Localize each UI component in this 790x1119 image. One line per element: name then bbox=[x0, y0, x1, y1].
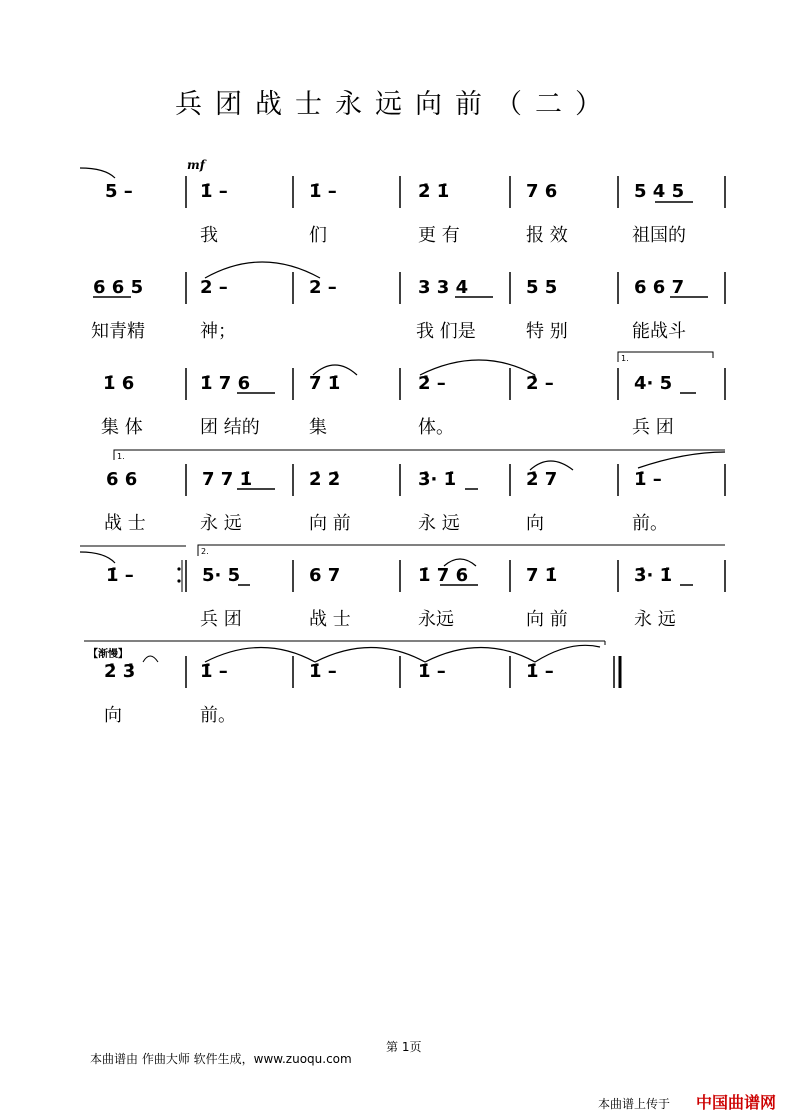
lyric-s1-m3: 更 有 bbox=[418, 225, 460, 246]
lyric-s2-m0: 知青精 bbox=[91, 321, 145, 342]
footer-credit: 本曲谱由 作曲大师 软件生成，www.zuoqu.com bbox=[90, 1052, 352, 1066]
note-s5-m5: 3̇· 1̇ bbox=[634, 565, 673, 586]
note-s1-m2: 1̇ – bbox=[309, 181, 337, 202]
lyric-s3-m0: 集 体 bbox=[101, 417, 143, 438]
lyric-s3-m5: 兵 团 bbox=[632, 417, 674, 438]
note-s6-m0: 2̇ 3̇ bbox=[104, 661, 136, 682]
note-s4-m2: 2̇ 2̇ bbox=[309, 469, 341, 490]
lyric-s4-m4: 向 bbox=[526, 513, 544, 534]
volta-1-label: 1. bbox=[621, 354, 629, 363]
note-s1-m3: 2̇ 1̇ bbox=[418, 181, 450, 202]
lyric-s3-m2: 集 bbox=[309, 417, 327, 438]
note-s5-m2: 6 7 bbox=[309, 565, 341, 586]
lyric-s3-m1: 团 结的 bbox=[200, 417, 260, 438]
note-s3-m3: 2̇ – bbox=[418, 373, 446, 394]
lyric-s4-m5: 前。 bbox=[632, 513, 668, 534]
lyric-s1-m2: 们 bbox=[309, 225, 327, 246]
volta-1-label-2: 1. bbox=[117, 452, 125, 461]
site-logo[interactable]: 中国曲谱网 bbox=[695, 1093, 776, 1112]
lyric-s5-m4: 向 前 bbox=[526, 609, 568, 630]
note-s2-m4: 5 5 bbox=[526, 277, 558, 298]
lyric-s5-m1: 兵 团 bbox=[200, 609, 242, 630]
upload-note: 本曲谱上传于 bbox=[598, 1097, 671, 1111]
lyric-s2-m3: 我 们是 bbox=[416, 321, 476, 342]
note-s3-m2: 7 1̇ bbox=[309, 373, 341, 394]
dynamics-mark: mf bbox=[187, 158, 205, 172]
note-s1-m4: 7 6 bbox=[526, 181, 558, 202]
lyric-s5-m3: 永远 bbox=[418, 609, 454, 630]
volta-2-label: 2. bbox=[201, 547, 209, 556]
lyric-s1-m5: 祖国的 bbox=[632, 225, 686, 246]
note-s6-m3: 1̇ – bbox=[418, 661, 446, 682]
note-s1-m1: 1̇ – bbox=[200, 181, 228, 202]
note-s4-m1: 7 7 1̇ bbox=[202, 469, 253, 490]
note-s2-m5: 6 6 7 bbox=[634, 277, 685, 298]
lyric-s4-m0: 战 士 bbox=[104, 513, 146, 534]
lyric-s2-m1: 神； bbox=[200, 321, 236, 342]
note-s3-m4: 2̇ – bbox=[526, 373, 554, 394]
note-s6-m4: 1̇ – bbox=[526, 661, 554, 682]
note-s3-m5: 4· 5 bbox=[634, 373, 673, 394]
lyric-s4-m2: 向 前 bbox=[309, 513, 351, 534]
tempo-mark: 【渐慢】 bbox=[88, 649, 128, 660]
note-s4-m4: 2̇ 7 bbox=[526, 469, 558, 490]
lyric-s3-m3: 体。 bbox=[418, 417, 454, 438]
note-s2-m0: 6 6 5 bbox=[93, 277, 144, 298]
lyric-s6-m0: 向 bbox=[104, 705, 122, 726]
lyric-s4-m3: 永 远 bbox=[418, 513, 460, 534]
note-s6-m2: 1̇ – bbox=[309, 661, 337, 682]
score-title: 兵团战士永远向前（二） bbox=[175, 89, 615, 120]
note-s2-m3: 3 3 4 bbox=[418, 277, 469, 298]
note-s4-m3: 3̇· 1̇ bbox=[418, 469, 457, 490]
note-s3-m1: 1̇ 7 6 bbox=[200, 373, 251, 394]
lyric-s4-m1: 永 远 bbox=[200, 513, 242, 534]
lyric-s5-m5: 永 远 bbox=[634, 609, 676, 630]
lyric-s2-m4: 特 别 bbox=[526, 321, 568, 342]
note-s2-m2: 2 – bbox=[309, 277, 337, 298]
note-s5-m0: 1̇ – bbox=[106, 565, 134, 586]
lyric-s2-m5: 能战斗 bbox=[632, 321, 686, 342]
note-s5-m3: 1̇ 7 6 bbox=[418, 565, 469, 586]
note-s4-m0: 6 6 bbox=[106, 469, 138, 490]
note-s1-m5: 5 4 5 bbox=[634, 181, 685, 202]
lyric-s6-m1: 前。 bbox=[200, 705, 236, 726]
note-s2-m1: 2 – bbox=[200, 277, 228, 298]
note-s5-m1: 5· 5 bbox=[202, 565, 241, 586]
note-s5-m4: 7 1̇ bbox=[526, 565, 558, 586]
note-s6-m1: 1̇ – bbox=[200, 661, 228, 682]
lyric-s1-m4: 报 效 bbox=[526, 225, 568, 246]
note-s1-m0: 5 – bbox=[105, 181, 133, 202]
lyric-s1-m1: 我 bbox=[200, 225, 218, 246]
lyric-s5-m2: 战 士 bbox=[309, 609, 351, 630]
page-number: 第 1页 bbox=[386, 1040, 422, 1054]
note-s4-m5: 1̇ – bbox=[634, 469, 662, 490]
note-s3-m0: 1̇ 6 bbox=[103, 373, 135, 394]
